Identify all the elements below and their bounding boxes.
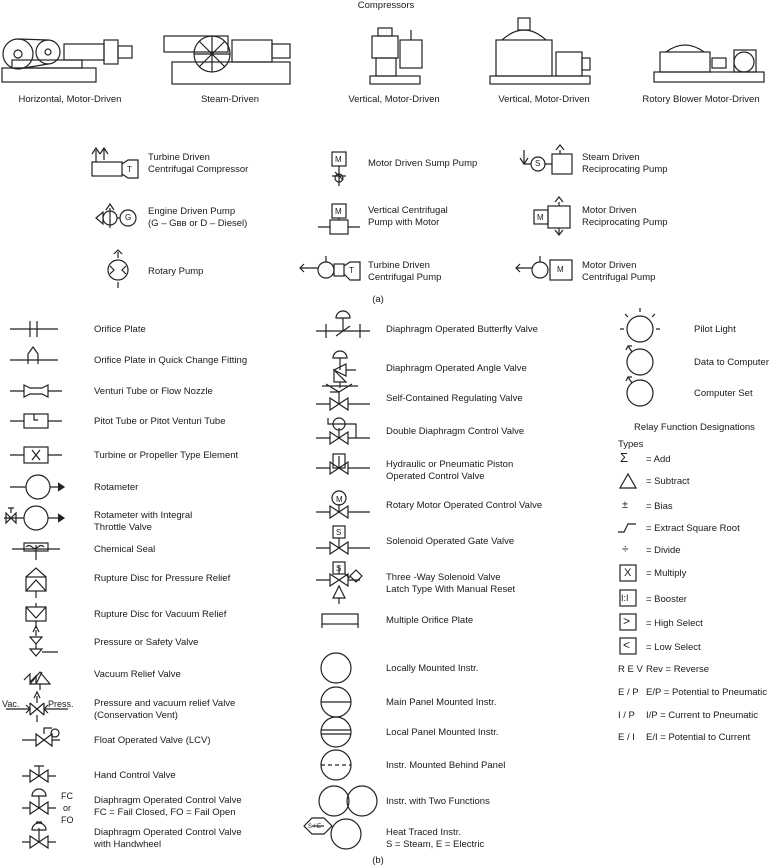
chemical-seal-icon — [12, 543, 60, 560]
glyph-m-3: M — [537, 213, 544, 222]
angle-valve-icon — [333, 351, 356, 388]
pump-label-turbine-centrifugal-1: Turbine Driven — [368, 260, 430, 271]
flow-label-7: Chemical Seal — [94, 544, 156, 555]
flow-label-4: Turbine or Propeller Type Element — [94, 450, 239, 461]
pressure-safety-valve-icon — [30, 626, 58, 656]
locally-mounted-instr-icon — [321, 653, 351, 683]
valve-label-0: Diaphragm Operated Butterfly Valve — [386, 324, 538, 335]
local-panel-instr-icon — [321, 717, 351, 747]
relay-text-divide: = Divide — [646, 545, 681, 556]
fo-label: FO — [61, 815, 74, 825]
vacuum-relief-valve-icon — [24, 672, 50, 690]
flow-label-15b: FC = Fail Closed, FO = Fail Open — [94, 807, 236, 818]
data-to-computer-icon — [626, 346, 653, 375]
relay-text-multiply: = Multiply — [646, 568, 687, 579]
compressor-label-1: Horizontal, Motor-Driven — [18, 94, 122, 105]
flow-label-0: Orifice Plate — [94, 324, 146, 335]
relay-sym-ei: E / I — [618, 732, 635, 743]
relay-sym-add: Σ — [620, 450, 629, 465]
fc-label: FC — [61, 791, 73, 801]
computer-set-icon — [626, 377, 653, 406]
compressor-rotory-blower-icon — [654, 45, 764, 82]
relay-types-label: Types — [618, 439, 644, 450]
rotary-motor-valve-icon — [316, 491, 370, 518]
float-operated-valve-icon — [22, 728, 60, 746]
vac-label: Vac. — [2, 699, 20, 709]
relay-sym-booster: I:I — [621, 593, 629, 603]
glyph-g-1: G — [125, 213, 132, 222]
glyph-m-4: M — [557, 265, 564, 274]
instr-label-4: Instr. with Two Functions — [386, 796, 490, 807]
multiple-orifice-plate-icon — [322, 614, 358, 628]
flow-label-8: Rupture Disc for Pressure Relief — [94, 573, 231, 584]
light-label-2: Computer Set — [694, 388, 753, 399]
relay-sym-ip: I / P — [618, 710, 635, 721]
relay-sym-divide: ÷ — [622, 542, 629, 556]
flow-label-1: Orifice Plate in Quick Change Fitting — [94, 355, 248, 366]
valve-label-4a: Hydraulic or Pneumatic Piston — [386, 459, 514, 470]
relay-text-ei: E/I = Potential to Current — [646, 732, 751, 743]
diaphragm-control-valve-icon — [22, 789, 56, 814]
relay-text-ep: E/P = Potential to Pneumatic — [646, 687, 768, 698]
rotameter-throttle-icon — [4, 506, 64, 530]
compressor-label-2: Steam-Driven — [200, 94, 260, 105]
glyph-m-1: M — [335, 155, 342, 164]
flow-label-13: Float Operated Valve (LCV) — [94, 735, 211, 746]
flow-label-9: Rupture Disc for Vacuum Relief — [94, 609, 227, 620]
two-function-instr-icon — [319, 786, 377, 816]
valve-label-7a: Three -Way Solenoid Valve — [386, 572, 501, 583]
compressor-label-5: Rotory Blower Motor-Driven — [642, 94, 760, 105]
pump-label-turbine-compressor-2: Centrifugal Compressor — [148, 164, 249, 175]
instr-label-0: Locally Mounted Instr. — [386, 663, 479, 674]
caption-b: (b) — [372, 855, 384, 866]
orifice-plate-icon — [10, 321, 58, 337]
orifice-quick-change-icon — [10, 347, 58, 364]
rotary-pump-icon — [108, 250, 128, 288]
light-label-1: Data to Computer — [694, 357, 769, 368]
instr-label-5a: Heat Traced Instr. — [386, 827, 461, 838]
pump-label-steam-recip-2: Reciprocating Pump — [582, 164, 668, 175]
compressor-label-4: Vertical, Motor-Driven — [498, 94, 590, 105]
relay-sqrt-icon — [618, 524, 636, 532]
relay-text-rev: Rev = Reverse — [646, 664, 710, 675]
instr-label-2: Local Panel Mounted Instr. — [386, 727, 499, 738]
glyph-m-2: M — [335, 207, 342, 216]
relay-sym-high: > — [623, 614, 631, 628]
valve-label-4b: Operated Control Valve — [386, 471, 485, 482]
pilot-light-icon — [620, 308, 660, 342]
solenoid-gate-valve-icon — [316, 526, 370, 554]
flow-label-16a: Diaphragm Operated Control Valve — [94, 827, 242, 838]
valve-label-8: Multiple Orifice Plate — [386, 615, 474, 626]
relay-text-ip: I/P = Current to Pneumatic — [646, 710, 759, 721]
relay-text-low: = Low Select — [646, 642, 701, 653]
pump-label-motor-centrifugal-2: Centrifugal Pump — [582, 272, 656, 283]
relay-title: Relay Function Designations — [634, 422, 755, 433]
instr-behind-panel-icon — [321, 750, 351, 780]
flow-label-3: Pitot Tube or Pitot Venturi Tube — [94, 416, 226, 427]
steam-driven-recip-pump-icon — [520, 145, 572, 174]
relay-text-high: = High Select — [646, 618, 703, 629]
or-label: or — [63, 803, 72, 813]
valve-label-7b: Latch Type With Manual Reset — [386, 584, 516, 595]
pump-label-turbine-compressor-1: Turbine Driven — [148, 152, 210, 163]
relay-text-booster: = Booster — [646, 594, 687, 605]
pump-label-steam-recip-1: Steam Driven — [582, 152, 640, 163]
flow-label-6a: Rotameter with Integral — [94, 510, 193, 521]
venturi-tube-icon — [10, 385, 62, 397]
compressor-vertical-motor-icon — [370, 28, 422, 84]
relay-text-add: = Add — [646, 454, 671, 465]
compressor-vertical-motor-2-icon — [490, 18, 590, 84]
flow-label-5: Rotameter — [94, 482, 139, 493]
relay-sym-ep: E / P — [618, 687, 639, 698]
pump-label-vertical-1: Vertical Centrifugal — [368, 205, 448, 216]
valve-label-2: Self-Contained Regulating Valve — [386, 393, 523, 404]
flow-label-14: Hand Control Valve — [94, 770, 176, 781]
flow-label-16b: with Handwheel — [94, 839, 162, 850]
rupture-disc-pressure-icon — [26, 568, 46, 598]
compressors-title: Compressors — [357, 0, 415, 11]
relay-sym-low: < — [623, 638, 631, 652]
pump-label-engine-2: (G – Gʙʙ or D – Diesel) — [148, 218, 248, 229]
pump-label-rotary: Rotary Pump — [148, 266, 204, 277]
relay-text-sqrt: = Extract Square Root — [646, 523, 740, 534]
pump-label-motor-centrifugal-1: Motor Driven — [582, 260, 637, 271]
flow-label-15a: Diaphragm Operated Control Valve — [94, 795, 242, 806]
relay-sym-rev: R E V — [618, 664, 643, 675]
double-diaphragm-valve-icon — [316, 418, 370, 444]
compressor-horizontal-icon — [2, 39, 132, 82]
compressor-steam-driven-icon — [164, 36, 290, 84]
pump-label-turbine-centrifugal-2: Centrifugal Pump — [368, 272, 442, 283]
compressor-label-3: Vertical, Motor-Driven — [348, 94, 440, 105]
diaphragm-valve-handwheel-icon — [22, 822, 56, 848]
pump-label-motor-sump: Motor Driven Sump Pump — [368, 158, 478, 169]
relay-sym-bias: ± — [622, 499, 629, 511]
self-contained-regulating-valve-icon — [316, 384, 370, 410]
butterfly-valve-icon — [316, 311, 370, 338]
hand-control-valve-icon — [22, 766, 56, 782]
relay-subtract-icon — [620, 474, 636, 488]
valve-label-1: Diaphragm Operated Angle Valve — [386, 363, 527, 374]
valve-label-3: Double Diaphragm Control Valve — [386, 426, 525, 437]
valve-label-5: Rotary Motor Operated Control Valve — [386, 500, 543, 511]
relay-text-bias: = Bias — [646, 501, 673, 512]
caption-a: (a) — [372, 294, 384, 305]
flow-label-10: Pressure or Safety Valve — [94, 637, 199, 648]
instr-label-1: Main Panel Mounted Instr. — [386, 697, 497, 708]
press-label: Press. — [48, 699, 74, 709]
flow-label-6b: Throttle Valve — [94, 522, 152, 533]
heat-traced-glyph: S / E — [308, 824, 322, 830]
glyph-s-1: S — [535, 159, 541, 168]
flow-label-12a: Pressure and vacuum relief Valve — [94, 698, 236, 709]
relay-text-subtract: = Subtract — [646, 476, 690, 487]
main-panel-instr-icon — [321, 687, 351, 717]
glyph-m-valve: M — [336, 495, 343, 504]
pump-label-motor-recip-1: Motor Driven — [582, 205, 637, 216]
glyph-s-valve-2: S — [336, 564, 342, 573]
glyph-t-2: T — [349, 266, 354, 275]
rotameter-icon — [10, 475, 64, 499]
relay-sym-multiply: X — [624, 567, 632, 579]
pitot-tube-icon — [10, 414, 62, 428]
rupture-disc-vacuum-icon — [26, 603, 46, 628]
flow-label-2: Venturi Tube or Flow Nozzle — [94, 386, 213, 397]
instr-label-3: Instr. Mounted Behind Panel — [386, 760, 506, 771]
glyph-t-1: T — [127, 165, 132, 174]
turbine-element-icon — [10, 447, 62, 463]
flow-label-12b: (Conservation Vent) — [94, 710, 178, 721]
pump-label-vertical-2: Pump with Motor — [368, 217, 440, 228]
glyph-s-valve-1: S — [336, 528, 342, 537]
pump-label-motor-recip-2: Reciprocating Pump — [582, 217, 668, 228]
valve-label-6: Solenoid Operated Gate Valve — [386, 536, 515, 547]
light-label-0: Pilot Light — [694, 324, 736, 335]
instr-label-5b: S = Steam, E = Electric — [386, 839, 485, 850]
piston-operated-valve-icon — [316, 454, 370, 474]
flow-label-11: Vacuum Relief Valve — [94, 669, 181, 680]
pump-label-engine-1: Engine Driven Pump — [148, 206, 236, 217]
